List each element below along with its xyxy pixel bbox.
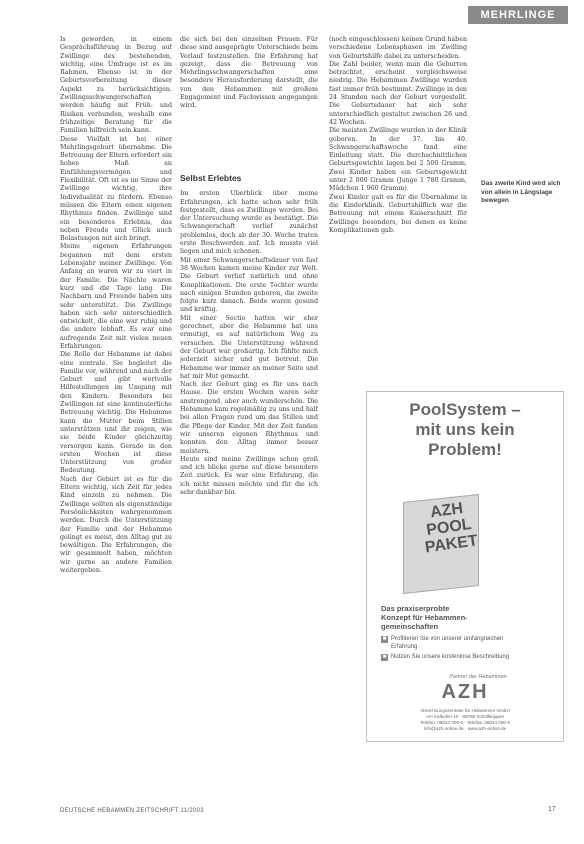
ad-bullet-text: Profitieren Sie von unserer umfangreichen Erfahrung	[391, 636, 504, 650]
article-column-1	[60, 36, 172, 758]
azh-logo: AZH	[441, 681, 489, 703]
ad-bullet-item	[381, 654, 541, 662]
ad-headline-line: mit uns kein	[415, 420, 515, 439]
contact-line[interactable]: info@azh-online.de · www.azh-online.de	[423, 726, 507, 731]
margin-pull-quote: Das zweite Kind wird sich von allein in Längslage bewegen	[481, 180, 561, 204]
ad-subheading-line: Konzept für Hebammen-	[381, 613, 468, 622]
paragraph: Heute sind meine Zwillinge schon groß und ich blicke gerne auf diese besondere Zeit zurück. Es war eine Erfahrung, die ich nicht missen möchte und für die ich sehr dankbar bin.	[180, 455, 318, 496]
paragraph: Nach der Geburt ging es für uns nach Hause. Die ersten Wochen waren sehr anstrengend, aber auch wunderschön. Die Hebamme kam regelmäßig zu uns und half bei allen Fragen rund um das Stillen und die Pflege der Kinder. Mit der Zeit fanden wir unseren eigenen Rhythmus und konnten den Alltag immer besser meistern.	[180, 381, 318, 455]
footer-publication: DEUTSCHE HEBAMMEN ZEITSCHRIFT 11/2003	[60, 808, 204, 814]
page-number: 17	[548, 806, 556, 813]
ad-subheading-line: gemeinschaften	[381, 622, 439, 631]
paket-line: POOL	[425, 515, 473, 540]
section-subheading: Selbst Erlebtes	[180, 173, 242, 183]
paragraph: Die Zahl beider, wenn man die Geburten betrachtet, erscheint vergleichsweise niedrig. Die Hebammen Zwillinge wurden fast immer früh bestimmt. Zwillinge in den 24 Stunden nach der Geburt vorgestellt. Die Geburtsdauer hat sich sehr unterschiedlich gestaltet zwischen 26 und 42 Wochen.	[329, 60, 467, 126]
ad-partner-tagline: Partner der Hebammen	[449, 674, 507, 680]
section-header-tab: MEHRLINGE	[468, 6, 568, 24]
contact-line: Telefon: 06024 000-0 · Telefax: 06024 000-0	[419, 720, 511, 725]
paragraph: Meine eigenen Erfahrungen begannen mit dem ersten Lebensjahr meiner Zwillinge. Von Anfang an waren wir zu viert in der Familie. Die Nächte waren kurz und die Tage lang. Die Nachbarn und Freunde haben uns sehr unterstützt. Die Zwillinge haben sich sehr unterschiedlich entwickelt, die eine war ruhig und die andere lebhaft. Es war eine aufregende Zeit mit vielen neuen Erfahrungen.	[60, 243, 172, 350]
paragraph: Mit einer Schwangerschaftsdauer von fast 38 Wochen kamen meine Kinder zur Welt. Die Geburt verlief natürlich und ohne Komplikationen. Die erste Tochter wurde nach einigen Stunden geboren, die zweite folgte kurz danach. Beide waren gesund und kräftig.	[180, 256, 318, 314]
contact-line: Am Kalkofen 10 · 65780 Schöllkrippen	[425, 714, 505, 719]
checkbox-icon: ■	[382, 654, 387, 660]
article-column-2	[180, 36, 318, 758]
paragraph: Nach der Geburt ist es für die Eltern wichtig, sich Zeit für jedes Kind einzeln zu nehmen. Die Zwillinge sollten als eigenständige Persönlichkeiten wahrgenommen werden. Durch die Unterstützung der Familie und der Hebamme gelingt es meist, den Alltag gut zu bewältigen. Die Erfahrungen, die wir gesammelt haben, möchten wir gerne an andere Familien weitergeben.	[60, 475, 172, 574]
ad-headline-line: PoolSystem –	[409, 400, 521, 419]
article-column-3	[329, 36, 467, 350]
paket-line: PAKET	[423, 532, 479, 557]
paragraph: Im ersten Überblick über meine Erfahrungen, ich hatte schon sehr früh festgestellt, dass es Zwillinge werden. Bei der Untersuchung wurde es bestätigt. Die Schwangerschaft verlief zunächst problemlos, doch ab der 30. Woche traten erste Beschwerden auf. Ich musste viel liegen und mich schonen.	[180, 190, 318, 256]
paragraph: die sich bei den einzelnen Frauen. Für diese sind ausgeprägte Unterschiede beim Verlauf festzustellen. Die Erfahrung hat gezeigt, dass die Betreuung von Mehrlingsschwangerschaften eine besondere Herausforderung darstellt, die von den Hebammen mit großem Engagement und Fachwissen angegangen wird.	[180, 36, 318, 110]
paragraph: Diese Vielfalt ist bei einer Mehrlingsgeburt übernahme. Die Betreuung der Eltern erfordert ein hohes Maß an Einfühlungsvermögen und Flexibilität. Oft ist es im Sinne der Zwillinge wichtig, ihre Individualität zu fördern. Ebenso müssen die Eltern einen eigenen Rhythmus finden. Zwillinge sind ein besonderes Erlebnis, das neben Freude und Glück auch Belastungen mit sich bringt.	[60, 135, 172, 243]
contact-line: Abrechnungszentrale für Hebammen GmbH	[420, 708, 510, 713]
ad-bullet-text: Nutzen Sie unsere kostenlose Beschreibung	[391, 654, 510, 660]
ad-headline	[367, 392, 563, 476]
advertisement-azh-pool[interactable]	[366, 391, 564, 742]
ad-headline-line: Problem!	[428, 440, 502, 459]
ad-contact-info	[375, 708, 555, 732]
ad-subheading	[381, 604, 531, 631]
paragraph: (noch eingeschlossen) keinen Grund haben verschiedene Lebensphasen im Zwilling von Geburtshilfe dabei zu unterscheiden.	[329, 36, 467, 60]
ad-bullet-item	[381, 636, 541, 651]
paragraph: Mit einer Sectio hatten wir eher gerechnet, aber die Hebamme hat uns ermutigt, es auf natürlichem Weg zu versuchen. Die Unterstützung während der Geburt war großartig. Ich fühlte mich jederzeit sicher und gut betreut. Die Hebamme war immer an meiner Seite und hat mir Mut gemacht.	[180, 314, 318, 380]
paragraph: Die Rolle der Hebamme ist dabei eine zentrale. Sie begleitet die Familie vor, während und nach der Geburt und gibt wertvolle Hilfestellungen im Umgang mit den Kindern. Besonders bei Zwillingen ist eine kontinuierliche Betreuung wichtig. Die Hebamme kann die Mutter beim Stillen unterstützen und ihr zeigen, wie sie beide Kinder gleichzeitig versorgen kann. Gerade in den ersten Wochen ist diese Unterstützung von großer Bedeutung.	[60, 351, 172, 475]
paragraph: Die meisten Zwillinge wurden in der Klinik geboren. In der 37. bis 40. Schwangerschaftswoche fand eine Einleitung statt. Die durchschnittlichen Geburtsgewichte lagen bei 2 500 Gramm. Zwei Kinder haben ein Geburtsgewicht unter 2 000 Gramm (Junge 1 780 Gramm, Mädchen 1 960 Gramm).	[329, 127, 467, 193]
ad-product-image	[367, 478, 563, 603]
ad-subheading-line: Das praxiserprobte	[381, 604, 450, 613]
checkbox-icon: ■	[382, 636, 387, 642]
paragraph: Zwei Kinder galt es für die Übernahme in die Kinderklinik. Geburtshilflich war die Betreuung mit einem Kaiserschnitt für Zwillinge besonders, bei denen es keine Komplikationen gab.	[329, 193, 467, 234]
paragraph: Is geworden, in einem Gesprächsführung in Bezug auf Zwillinge des bestehenden, wichtig, eine Umfrage ist es im Rahmen. Ebenso ist in der Geburtsvorbereitung dieser Aspekt zu berücksichtigen. Zwillingsschwangerschaften werden häufig mit Früh- und Risiken verbunden, weshalb eine frühzeitige Beratung für die Familien hilfreich sein kann.	[60, 36, 172, 135]
column-2-body	[180, 190, 318, 750]
paket-line: AZH	[429, 499, 465, 522]
